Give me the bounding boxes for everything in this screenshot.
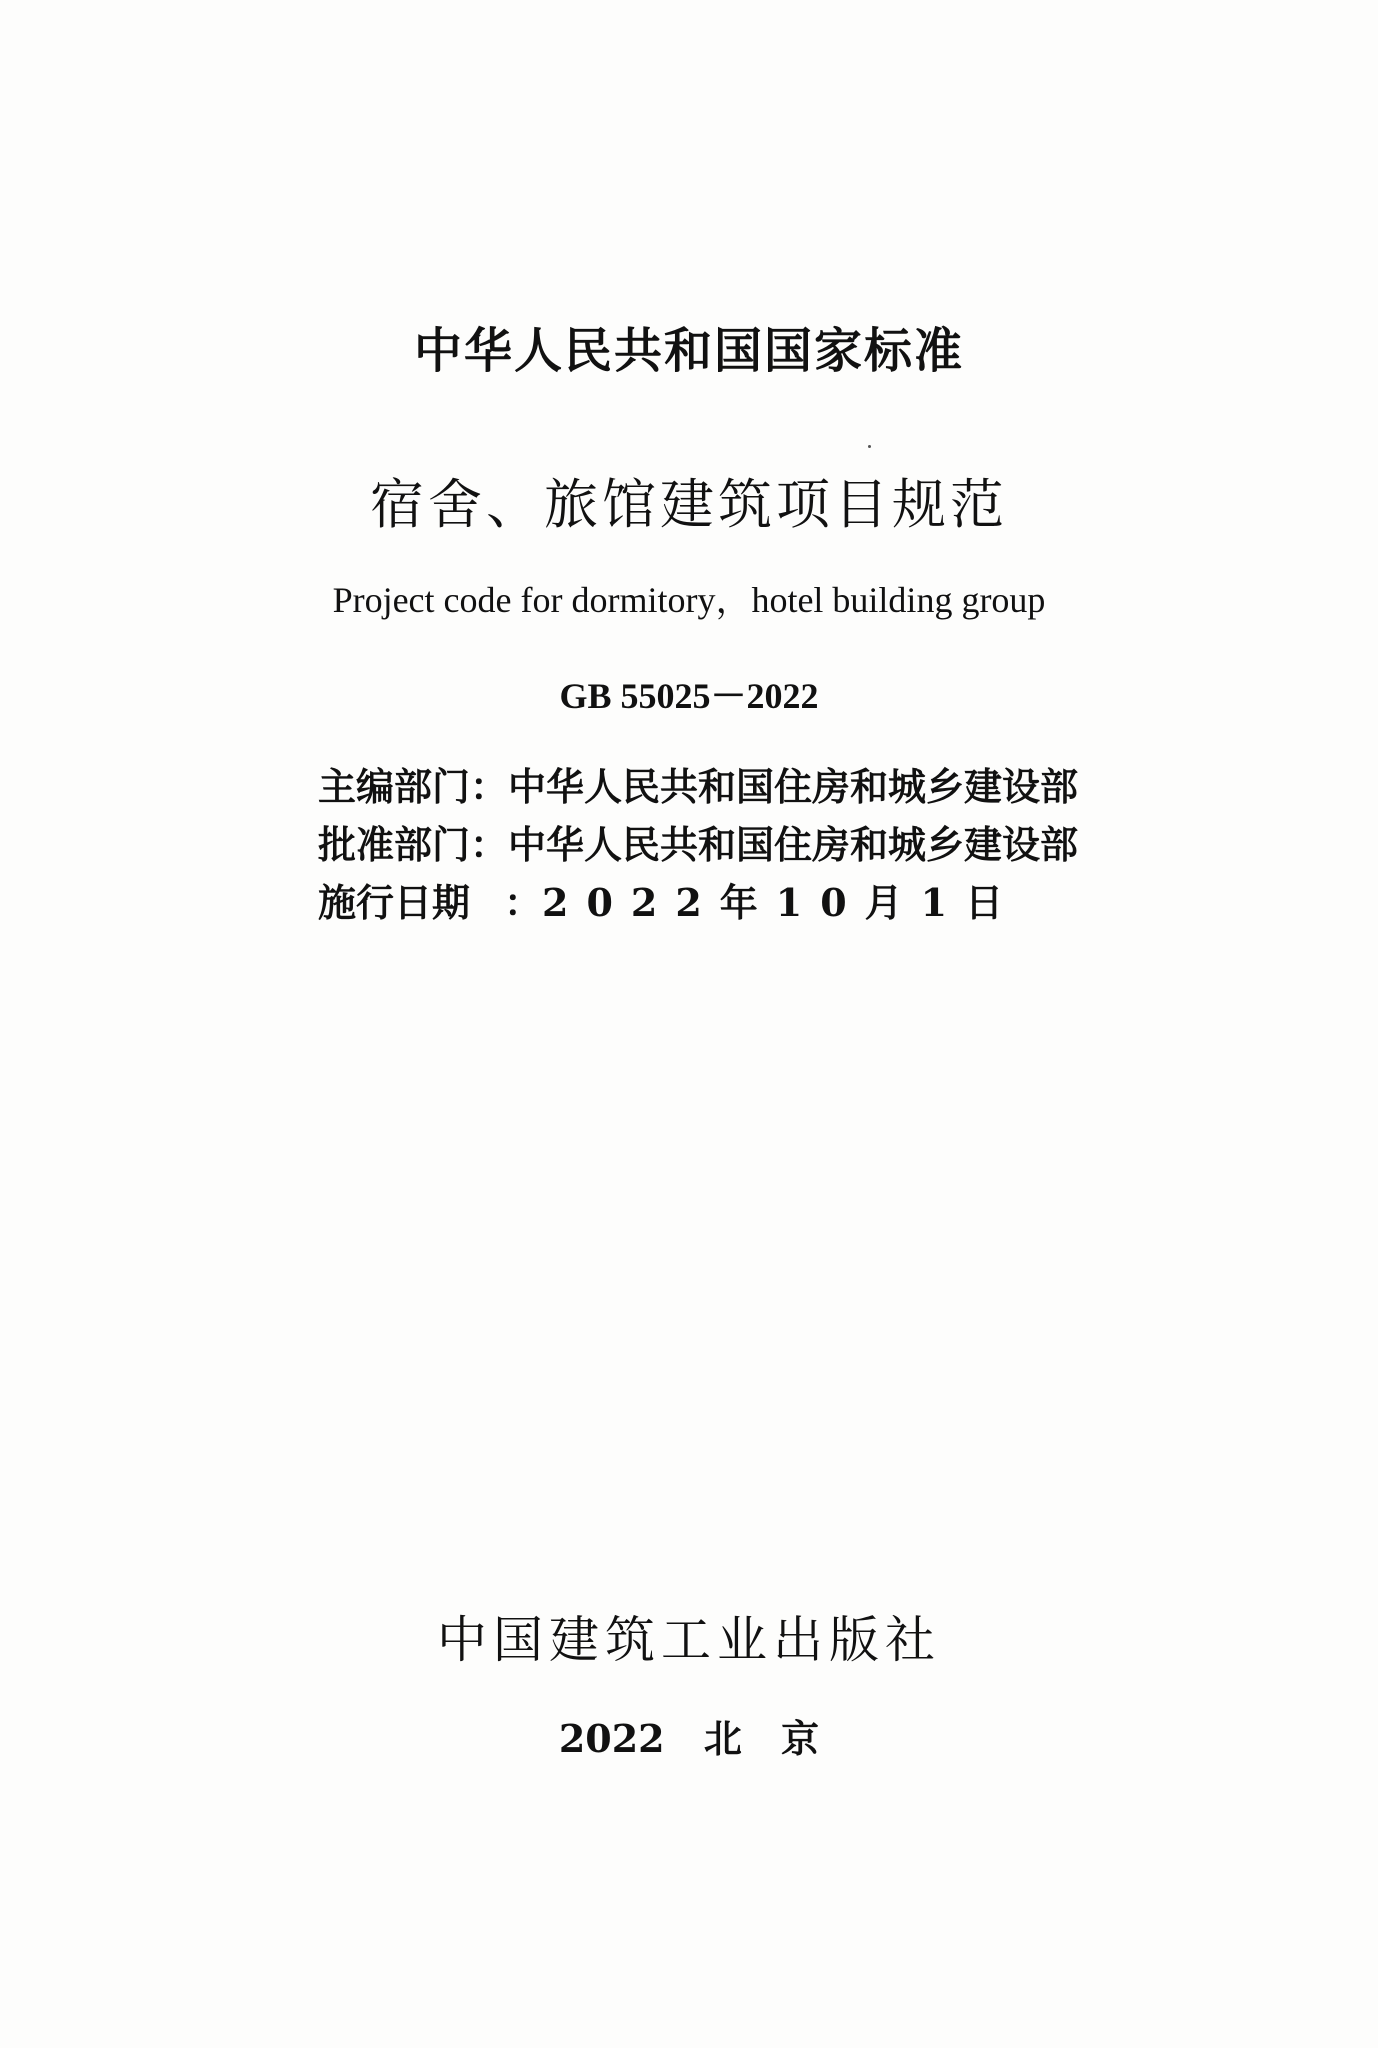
imprint-city-char-2: 京: [781, 1716, 820, 1761]
standard-type-heading: 中华人民共和国国家标准: [413, 323, 964, 379]
imprint: [0, 1708, 1378, 1763]
editor-row: [318, 758, 1078, 816]
approver-value: 中华人民共和国住房和城乡建设部: [508, 822, 1079, 867]
effective-date-row: [318, 874, 1078, 932]
editor-separator: ：: [470, 764, 509, 809]
print-speck: [868, 445, 871, 448]
document-title-english: Project code for dormitory，hotel building group: [332, 580, 1046, 620]
publisher-name: 中国建筑工业出版社: [437, 1611, 941, 1669]
approver-separator: ：: [470, 822, 509, 867]
standard-code: GB 55025－2022: [559, 676, 819, 716]
approver-row: [318, 816, 1078, 874]
imprint-city-char-1: 北: [703, 1716, 742, 1761]
imprint-year: 2022: [558, 1716, 665, 1761]
effective-date-separator: ：: [504, 880, 543, 925]
document-title-chinese: 宿舍、旅馆建筑项目规范: [370, 473, 1008, 536]
editor-value: 中华人民共和国住房和城乡建设部: [508, 764, 1079, 809]
approver-label: 批准部门: [318, 822, 471, 867]
document-metadata: [318, 758, 1078, 932]
editor-label: 主编部门: [318, 764, 471, 809]
effective-date-value: 2022年10月1日: [542, 880, 1022, 925]
effective-date-label: 施行日期: [318, 880, 471, 925]
